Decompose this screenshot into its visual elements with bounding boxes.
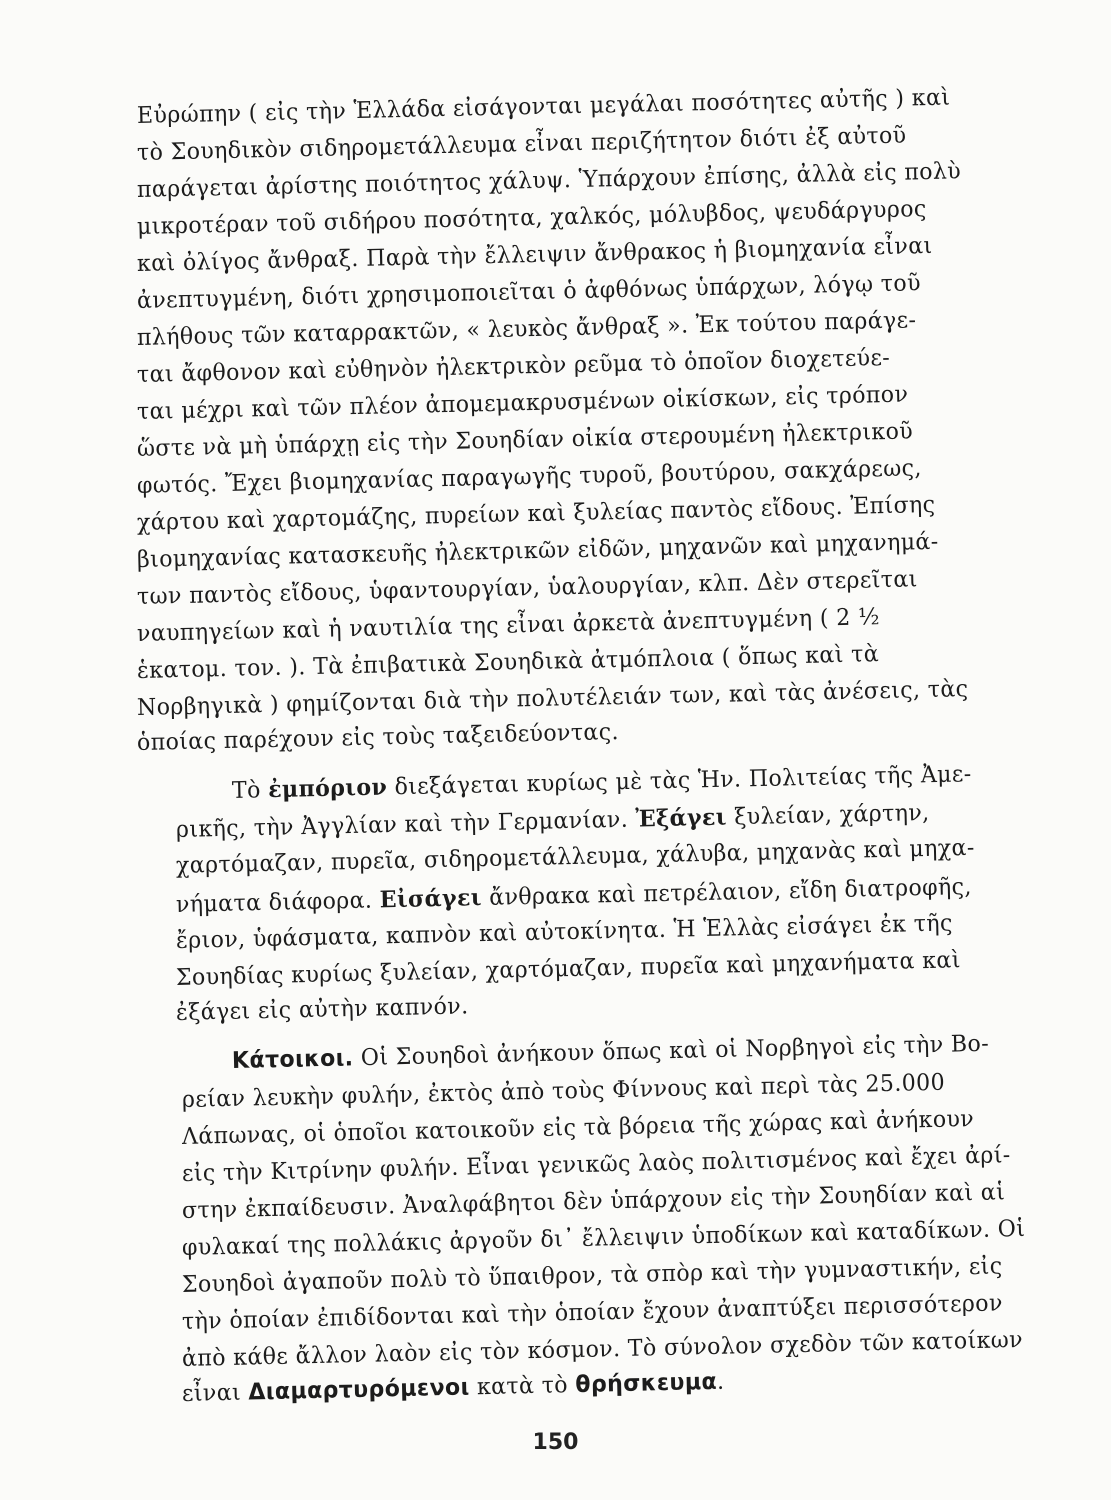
text-line: πλήθους τῶν καταρρακτῶν, « λευκὸς ἄνθραξ ». Ἐκ τούτου παράγε- [136, 307, 917, 351]
text-run: Οἱ Σουηδοὶ ἀνήκουν ὅπως καὶ οἱ Νορβηγοὶ εἰς τὴν Βο- [353, 1030, 990, 1072]
text-line [176, 873, 972, 918]
text-run: ρικῆς, τὴν Ἀγγλίαν καὶ τὴν Γερμανίαν. [175, 806, 636, 843]
text-line: ὁποίας παρέχουν εἰς τοὺς ταξειδεύοντας. [136, 719, 620, 756]
text-line: φυλακαί της πολλάκις ἀργοῦν δι᾽ ἔλλειψιν ὑποδίκων καὶ καταδίκων. Οἱ [181, 1215, 1026, 1261]
text-line: ναυπηγείων καὶ ἡ ναυτιλία της εἶναι ἀρκετὰ ἀνεπτυγμένη ( 2 ½ [136, 604, 881, 647]
text-line: ἀπὸ κάθε ἄλλον λαὸν εἰς τὸν κόσμον. Τὸ σύνολον σχεδὸν τῶν κατοίκων [181, 1326, 1024, 1372]
text-line: Νορβηγικὰ ) φημίζονται διὰ τὴν πολυτέλειάν των, καὶ τὰς ἀνέσεις, τὰς [136, 676, 969, 721]
bold-term: ἐμπόριον [267, 773, 388, 804]
text-line: ὥστε νὰ μὴ ὑπάρχῃ εἰς τὴν Σουηδίαν οἰκία στερουμένη ἠλεκτρικοῦ [136, 418, 914, 462]
bold-term: Διαμαρτυρόμενοι [248, 1374, 470, 1406]
text-line: καὶ ὀλίγος ἄνθραξ. Παρὰ τὴν ἔλλειψιν ἄνθρακος ἡ βιομηχανία εἶναι [136, 232, 933, 277]
text-line: Σουηδοὶ ἀγαποῦν πολὺ τὸ ὕπαιθρον, τὰ σπὸρ καὶ τὴν γυμναστικήν, εἰς [181, 1253, 1003, 1298]
bold-term: θρήσκευμα [575, 1368, 718, 1399]
text-run: ἄνθρακα καὶ πετρέλαιον, εἴδη διατροφῆς, [481, 873, 972, 912]
text-line: τὴν ὁποίαν ἐπιδίδονται καὶ τὴν ὁποίαν ἔχουν ἀναπτύξει περισσότερον [181, 1290, 1004, 1335]
text-line: ἀνεπτυγμένη, διότι χρησιμοποιεῖται ὁ ἀφθόνως ὑπάρχων, λόγῳ τοῦ [136, 270, 922, 314]
text-line [232, 1031, 990, 1074]
text-line: ἐξάγει εἰς αὐτὴν καπνόν. [175, 993, 469, 1026]
text-line: χάρτου καὶ χαρτομάζης, πυρείων καὶ ξυλείας παντὸς εἴδους. Ἐπίσης [136, 491, 936, 536]
text-line [232, 760, 972, 804]
text-line: βιομηχανίας κατασκευῆς ἠλεκτρικῶν εἰδῶν, μηχανῶν καὶ μηχανημά- [136, 528, 939, 573]
text-line: τὸ Σουηδικὸν σιδηρομετάλλευμα εἶναι περιζήτητον διότι ἐξ αὐτοῦ [136, 122, 907, 166]
text-line: ἑκατομ. τον. ). Τὰ ἐπιβατικὰ Σουηδικὰ ἀτμόπλοια ( ὅπως καὶ τὰ [136, 641, 880, 684]
text-line: Σουηδίας κυρίως ξυλείαν, χαρτόμαζαν, πυρεῖα καὶ μηχανήματα καὶ [175, 947, 961, 991]
text-line: Εὐρώπην ( εἰς τὴν Ἑλλάδα εἰσάγονται μεγάλαι ποσότητες αὐτῆς ) καὶ [136, 84, 951, 129]
page-number: 150 [532, 1430, 579, 1455]
text-line [176, 799, 930, 843]
text-line: μικροτέραν τοῦ σιδήρου ποσότητα, χαλκός, μόλυβδος, ψευδάργυρος [136, 196, 927, 240]
text-run: νήματα διάφορα. [175, 887, 380, 918]
text-run: κατὰ τὸ [469, 1372, 576, 1401]
text-line [182, 1369, 725, 1407]
text-line: ται μέχρι καὶ τῶν πλέον ἀπομεμακρυσμένων οἰκίσκων, εἰς τρόπον [136, 381, 909, 425]
section-heading: Κάτοικοι. [231, 1045, 354, 1074]
text-run: . [716, 1368, 725, 1395]
text-line: στην ἐκπαίδευσιν. Ἀναλφάβητοι δὲν ὑπάρχουν εἰς τὴν Σουηδίαν καὶ αἱ [181, 1179, 1006, 1224]
text-run: εἶναι [181, 1379, 249, 1407]
text-run: Τὸ [231, 777, 269, 804]
text-line: εἰς τὴν Κιτρίνην φυλήν. Εἶναι γενικῶς λαὸς πολιτισμένος καὶ ἔχει ἀρί- [181, 1142, 1011, 1187]
text-line: Λάπωνας, οἱ ὁποῖοι κατοικοῦν εἰς τὰ βόρεια τῆς χώρας καὶ ἀνήκουν [181, 1106, 975, 1150]
bold-term: Ἐξάγει [635, 803, 728, 833]
text-line: ται ἄφθονον καὶ εὐθηνὸν ἠλεκτρικὸν ρεῦμα τὸ ὁποῖον διοχετεύε- [136, 344, 891, 388]
text-line: των παντὸς εἴδους, ὑφαντουργίαν, ὑαλουργίαν, κλπ. Δὲν στερεῖται [136, 566, 918, 610]
text-line: ἔριον, ὑφάσματα, καπνὸν καὶ αὐτοκίνητα. Ἡ Ἑλλὰς εἰσάγει ἐκ τῆς [175, 910, 953, 954]
text-line: ρείαν λευκὴν φυλήν, ἐκτὸς ἀπὸ τοὺς Φίννους καὶ περὶ τὰς 25.000 [181, 1069, 946, 1113]
text-run: ξυλείαν, χάρτην, [726, 799, 930, 831]
text-line: φωτός. Ἔχει βιομηχανίας παραγωγῆς τυροῦ, βουτύρου, σακχάρεως, [136, 455, 923, 499]
text-line: παράγεται ἀρίστης ποιότητος χάλυψ. Ὑπάρχουν ἐπίσης, ἀλλὰ εἰς πολὺ [136, 158, 962, 203]
bold-term: Εἰσάγει [379, 884, 483, 914]
text-run: διεξάγεται κυρίως μὲ τὰς Ἡν. Πολιτείας τῆς Ἀμε- [386, 761, 972, 801]
text-line: χαρτόμαζαν, πυρεῖα, σιδηρομετάλλευμα, χάλυβα, μηχανὰς καὶ μηχα- [175, 834, 975, 879]
